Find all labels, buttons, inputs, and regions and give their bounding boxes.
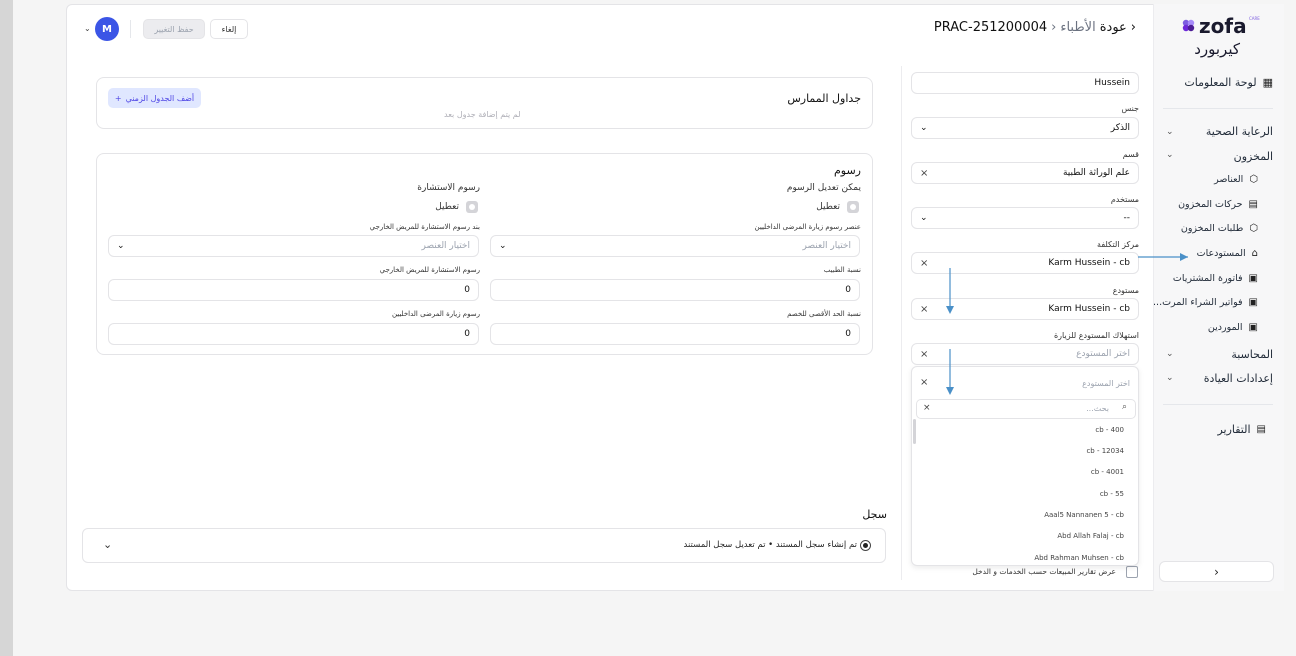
- sidebar-item-clinic-settings[interactable]: إعدادات العيادة: [1203, 372, 1273, 385]
- dropdown-option[interactable]: cb - 400: [1095, 426, 1124, 434]
- history-title: سجل: [862, 508, 887, 521]
- sidebar-item-items[interactable]: ⬡ العناصر: [1214, 174, 1258, 185]
- history-entry: تم إنشاء سجل المستند • تم تعديل سجل المستند: [683, 540, 857, 550]
- cancel-button[interactable]: إلغاء: [210, 19, 248, 39]
- annotation-arrow-down: [943, 268, 957, 316]
- zofa-logo: [1180, 14, 1260, 40]
- sidebar-item-purchase-invoice[interactable]: ▣ فاتورة المشتريات: [1172, 273, 1258, 284]
- dropdown-option[interactable]: cb - 4001: [1090, 468, 1124, 476]
- svg-text:CARE: CARE: [1249, 16, 1260, 21]
- inpatient-item-select[interactable]: اختيار العنصر ⌄: [490, 235, 860, 257]
- chevron-down-icon: ⌄: [1166, 349, 1174, 359]
- user-label: مستخدم: [1110, 195, 1139, 204]
- warehouse-label: مستودع: [1112, 286, 1139, 295]
- history-row[interactable]: [82, 528, 886, 563]
- sidebar-item-purchase-returns[interactable]: ▣ فواتير الشراء المرت...: [1153, 297, 1258, 308]
- department-select[interactable]: علم الوراثة الطبية ×: [911, 162, 1139, 184]
- inpatient-fee-label: رسوم زيارة المرضى الداخليين: [391, 310, 480, 318]
- consult-fees-label: رسوم الاستشارة: [417, 183, 480, 193]
- outpatient-item-select[interactable]: اختيار العنصر ⌄: [108, 235, 479, 257]
- dropdown-scrollbar[interactable]: [913, 419, 916, 444]
- dropdown-search-input[interactable]: [916, 399, 1136, 419]
- dropdown-option[interactable]: Aaal5 Nannanen 5 - cb: [1044, 511, 1124, 519]
- invoice-icon: ▣: [1248, 273, 1258, 284]
- sidebar-divider: [1163, 404, 1273, 405]
- breadcrumb-back[interactable]: عودة: [1099, 20, 1127, 35]
- fees-editable-toggle[interactable]: [847, 201, 859, 213]
- warehouse-icon: ⌂: [1251, 248, 1258, 259]
- sidebar-divider: [1163, 108, 1273, 109]
- chevron-down-icon: ⌄: [117, 241, 125, 251]
- sidebar-item-inventory[interactable]: المخزون: [1233, 150, 1273, 163]
- breadcrumb: [934, 20, 1136, 35]
- sidebar-collapse-button[interactable]: ›: [1159, 561, 1274, 582]
- doctor-pct-input[interactable]: 0: [490, 279, 860, 301]
- brand-subtitle: كيربورد: [1194, 40, 1240, 58]
- header-divider: [130, 20, 131, 38]
- sidebar-item-reports[interactable]: ▤ التقارير: [1217, 423, 1266, 436]
- sidebar-item-healthcare[interactable]: الرعاية الصحية: [1205, 125, 1273, 138]
- clear-icon[interactable]: ×: [923, 403, 931, 413]
- sidebar-item-stock-requests[interactable]: ⬡ طلبات المخزون: [1180, 223, 1258, 234]
- dropdown-option[interactable]: cb - 12034: [1086, 447, 1124, 455]
- name-field[interactable]: Hussein: [911, 72, 1139, 94]
- sales-report-checkbox[interactable]: [1126, 566, 1138, 578]
- dropdown-placeholder: اختر المستودع: [1082, 379, 1130, 388]
- schedules-title: جداول الممارس: [787, 92, 861, 105]
- chevron-down-icon: ⌄: [920, 213, 928, 223]
- fees-editable-label: يمكن تعديل الرسوم: [786, 183, 861, 193]
- outpatient-item-label: بند رسوم الاستشارة للمريض الخارجي: [369, 223, 480, 231]
- dropdown-option[interactable]: Abd Allah Falaj - cb: [1057, 532, 1124, 540]
- department-label: قسم: [1122, 150, 1139, 159]
- outpatient-fee-label: رسوم الاستشارة للمريض الخارجي: [379, 266, 480, 274]
- fees-editable-toggle-label: تعطيل: [816, 202, 840, 212]
- package-icon: ⬡: [1249, 223, 1258, 234]
- clear-icon[interactable]: ×: [920, 167, 929, 179]
- column-divider: [901, 66, 902, 580]
- clear-icon[interactable]: ×: [920, 303, 929, 315]
- avatar-chevron-icon[interactable]: ⌄: [84, 24, 91, 33]
- visit-warehouse-label: استهلاك المستودع للزيارة: [1053, 331, 1139, 340]
- grid-icon: ▦: [1262, 76, 1273, 89]
- chevron-down-icon: ⌄: [499, 241, 507, 251]
- schedules-empty: لم يتم إضافة جدول بعد: [444, 110, 521, 119]
- breadcrumb-separator-icon: ‹: [1051, 20, 1057, 35]
- max-discount-label: نسبة الحد الأقصى للخصم: [787, 310, 861, 318]
- save-button[interactable]: حفظ التغيير: [143, 19, 205, 39]
- add-schedule-button[interactable]: أضف الجدول الزمني +: [108, 88, 201, 108]
- sidebar-item-accounting[interactable]: المحاسبة: [1231, 348, 1273, 361]
- visit-warehouse-select[interactable]: اختر المستودع ×: [911, 343, 1139, 365]
- chevron-up-icon: ⌄: [1166, 150, 1174, 160]
- avatar[interactable]: M: [95, 17, 119, 41]
- clipboard-icon: ▤: [1256, 424, 1266, 435]
- inpatient-item-label: عنصر رسوم زيارة المرضى الداخليين: [754, 223, 861, 231]
- dropdown-option[interactable]: cb - 55: [1099, 490, 1124, 498]
- clear-icon[interactable]: ×: [920, 257, 929, 269]
- box-icon: ⬡: [1249, 174, 1258, 185]
- supplier-icon: ▣: [1248, 322, 1258, 333]
- cost-center-label: مركز التكلفة: [1097, 240, 1139, 249]
- breadcrumb-parent[interactable]: الأطباء: [1060, 20, 1096, 35]
- left-edge-bar: [0, 0, 13, 656]
- inpatient-fee-input[interactable]: 0: [108, 323, 479, 345]
- plus-icon: +: [114, 93, 122, 103]
- search-icon: ⌕: [1121, 402, 1127, 412]
- schedules-card: [96, 77, 873, 129]
- gender-label: جنس: [1121, 104, 1139, 113]
- max-discount-input[interactable]: 0: [490, 323, 860, 345]
- search-placeholder: بحث...: [1086, 404, 1109, 413]
- dropdown-option[interactable]: Abd Rahman Muhsen - cb: [1034, 554, 1124, 562]
- back-chevron-icon[interactable]: ‹: [1130, 20, 1136, 35]
- annotation-arrow-down: [943, 349, 957, 397]
- breadcrumb-current: PRAC-251200004: [933, 20, 1048, 35]
- warehouse-select[interactable]: Karm Hussein - cb ×: [911, 298, 1139, 320]
- chevron-down-icon[interactable]: ⌄: [103, 538, 113, 551]
- invoice-return-icon: ▣: [1248, 297, 1258, 308]
- chevron-down-icon: ⌄: [1166, 373, 1174, 383]
- annotation-arrow-left: [1136, 250, 1192, 264]
- cost-center-select[interactable]: Karm Hussein - cb ×: [911, 252, 1139, 274]
- sidebar-item-warehouses[interactable]: ⌂ المستودعات: [1196, 248, 1258, 259]
- sidebar-item-stock-moves[interactable]: ▤ حركات المخزون: [1178, 199, 1258, 210]
- gender-select[interactable]: الذكر ⌄: [911, 117, 1139, 139]
- consult-fees-toggle[interactable]: [466, 201, 478, 213]
- document-icon: ▤: [1248, 199, 1258, 210]
- user-select[interactable]: -- ⌄: [911, 207, 1139, 229]
- chevron-down-icon: ⌄: [1166, 127, 1174, 137]
- chevron-down-icon: ⌄: [920, 123, 928, 133]
- svg-text:zofa: zofa: [1199, 14, 1247, 38]
- consult-fees-toggle-label: تعطيل: [435, 202, 459, 212]
- clear-icon[interactable]: ×: [920, 348, 929, 360]
- sidebar-item-suppliers[interactable]: ▣ الموردين: [1207, 322, 1258, 333]
- sales-report-label: عرض تقارير المبيعات حسب الخدمات و الدخل: [972, 567, 1116, 576]
- sidebar-item-dashboard[interactable]: ▦ لوحة المعلومات: [1184, 76, 1273, 89]
- clear-icon[interactable]: ×: [920, 377, 929, 388]
- outpatient-fee-input[interactable]: 0: [108, 279, 479, 301]
- radio-icon: [860, 540, 871, 551]
- fees-title: رسوم: [833, 164, 861, 177]
- doctor-pct-label: نسبة الطبيب: [823, 266, 861, 274]
